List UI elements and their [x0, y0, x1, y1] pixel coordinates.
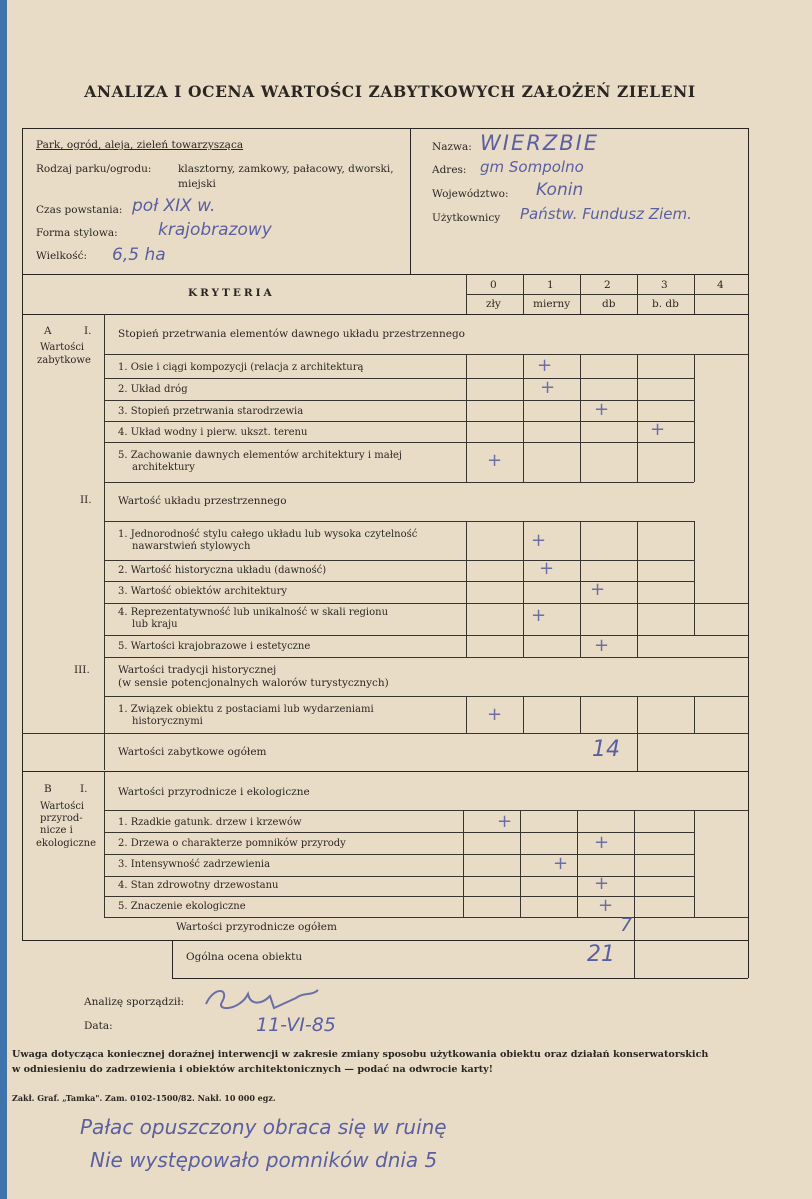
group1-item-1: 1. Osie i ciągi kompozycji (relacja z architekturą: [118, 362, 364, 373]
analysis-label: Analizę sporządził:: [84, 996, 185, 1008]
group2-item-5: 5. Wartości krajobrazowe i estetyczne: [118, 641, 311, 652]
section-b-item-2: 2. Drzewa o charakterze pomników przyrody: [118, 838, 346, 849]
users-value: Państw. Fundusz Ziem.: [520, 205, 692, 223]
kind-options-2: miejski: [178, 178, 216, 190]
group2-item-1: 1. Jednorodność stylu całego układu lub wysoka czytelność: [118, 529, 418, 540]
section-b-item-1: 1. Rzadkie gatunk. drzew i krzewów: [118, 817, 302, 828]
voivodeship-value: Konin: [536, 180, 584, 200]
mark-a2-1: +: [531, 530, 547, 551]
name-label: Nazwa:: [432, 141, 472, 153]
section-a-total-label: Wartości zabytkowe ogółem: [118, 746, 267, 758]
section-b-total-value: 7: [620, 914, 633, 936]
score-2: 2: [604, 279, 611, 291]
score-1: 1: [547, 279, 554, 291]
paper-edge: [0, 0, 7, 1199]
mark-a2-3: +: [590, 579, 606, 600]
mark-a1-5: +: [487, 450, 503, 471]
created-label: Czas powstania:: [36, 204, 123, 216]
size-value: 6,5 ha: [112, 245, 166, 265]
mark-a1-3: +: [594, 399, 610, 420]
kind-label: Rodzaj parku/ogrodu:: [36, 163, 152, 175]
mark-a2-4: +: [531, 605, 547, 626]
name-value: WIERZBIE: [480, 131, 600, 155]
section-b-item-4: 4. Stan zdrowotny drzewostanu: [118, 880, 279, 891]
score-0: 0: [490, 279, 497, 291]
grade-1: mierny: [533, 298, 571, 310]
address-label: Adres:: [432, 164, 467, 176]
section-a-name-2: zabytkowe: [37, 355, 91, 366]
section-b-item-3: 3. Intensywność zadrzewienia: [118, 859, 271, 870]
users-label: Użytkownicy: [432, 212, 501, 224]
created-value: poł XIX w.: [132, 196, 216, 216]
mark-b-5: +: [598, 895, 614, 916]
section-a-name-1: Wartości: [40, 342, 85, 353]
section-b-title: Wartości przyrodnicze i ekologiczne: [118, 786, 310, 798]
group2-item-1b: nawarstwień stylowych: [132, 541, 251, 552]
handwritten-note-1: Pałac opuszczony obraca się w ruinę: [80, 1115, 447, 1139]
mark-a2-5: +: [594, 635, 610, 656]
group3-item-1: 1. Związek obiektu z postaciami lub wydarzeniami: [118, 704, 374, 715]
type-label: Park, ogród, aleja, zieleń towarzysząca: [36, 139, 244, 151]
overall-value: 21: [587, 942, 615, 967]
handwritten-note-2: Nie występowało pomników dnia 5: [90, 1148, 438, 1172]
date-label: Data:: [84, 1020, 113, 1032]
mark-a1-2: +: [540, 377, 556, 398]
group3-roman: III.: [74, 664, 90, 676]
group2-item-4b: lub kraju: [132, 619, 178, 630]
section-b-letter: B: [44, 783, 52, 795]
score-4: 4: [717, 279, 724, 291]
score-3: 3: [661, 279, 668, 291]
mark-b-1: +: [497, 811, 513, 832]
mark-b-2: +: [594, 832, 610, 853]
printer-info: Zakł. Graf. „Tamka". Zam. 0102-1500/82. Nakł. 10 000 egz.: [12, 1093, 276, 1103]
grade-2: db: [602, 298, 616, 310]
mark-a1-1: +: [537, 355, 553, 376]
mark-b-4: +: [594, 873, 610, 894]
section-b-total-label: Wartości przyrodnicze ogółem: [176, 921, 337, 933]
group1-title: Stopień przetrwania elementów dawnego układu przestrzennego: [118, 328, 465, 340]
note-line-1: Uwaga dotycząca koniecznej doraźnej interwencji w zakresie zmiany sposobu użytkowania obiektu oraz działań konserwatorskich: [12, 1049, 709, 1060]
group1-item-2: 2. Układ dróg: [118, 384, 188, 395]
section-a-roman: I.: [84, 325, 92, 337]
size-label: Wielkość:: [36, 250, 88, 262]
style-label: Forma stylowa:: [36, 227, 118, 239]
group1-item-4: 4. Układ wodny i pierw. ukszt. terenu: [118, 427, 308, 438]
group2-item-3: 3. Wartość obiektów architektury: [118, 586, 288, 597]
mark-a1-4: +: [650, 419, 666, 440]
page-title: ANALIZA I OCENA WARTOŚCI ZABYTKOWYCH ZAŁOŻEŃ ZIELENI: [84, 82, 696, 101]
note-line-2: w odniesieniu do zadrzewienia i obiektów architektonicznych — podać na odwrocie karty!: [12, 1064, 493, 1075]
section-a-total-value: 14: [592, 737, 620, 762]
mark-b-3: +: [553, 853, 569, 874]
mark-a2-2: +: [539, 558, 555, 579]
section-b-name-4: ekologiczne: [36, 838, 97, 849]
kind-options-1: klasztorny, zamkowy, pałacowy, dworski,: [178, 163, 394, 175]
overall-label: Ogólna ocena obiektu: [186, 951, 303, 963]
section-b-name-1: Wartości: [40, 801, 85, 812]
group1-item-5: 5. Zachowanie dawnych elementów architektury i małej: [118, 450, 402, 461]
section-b-name-3: nicze i: [40, 825, 73, 836]
group1-item-3: 3. Stopień przetrwania starodrzewia: [118, 406, 304, 417]
group3-item-1b: historycznymi: [132, 716, 203, 727]
group2-item-4: 4. Reprezentatywność lub unikalność w skali regionu: [118, 607, 389, 618]
section-b-item-5: 5. Znaczenie ekologiczne: [118, 901, 246, 912]
group3-title-1: Wartości tradycji historycznej: [118, 664, 277, 676]
criteria-label: KRYTERIA: [188, 287, 275, 299]
section-b-name-2: przyrod-: [40, 813, 83, 824]
grade-0: zły: [486, 298, 501, 310]
signature-icon: [200, 982, 330, 1018]
group2-item-2: 2. Wartość historyczna układu (dawność): [118, 565, 327, 576]
voivodeship-label: Województwo:: [432, 188, 509, 200]
grade-3: b. db: [652, 298, 679, 310]
address-value: gm Sompolno: [480, 158, 584, 176]
group2-roman: II.: [80, 494, 92, 506]
group1-item-5b: architektury: [132, 462, 195, 473]
date-value: 11-VI-85: [256, 1014, 336, 1036]
section-a-letter: A: [44, 325, 52, 337]
mark-a3-1: +: [487, 704, 503, 725]
style-value: krajobrazowy: [158, 220, 272, 240]
group2-title: Wartość układu przestrzennego: [118, 495, 287, 507]
group3-title-2: (w sensie potencjonalnych walorów turystycznych): [118, 677, 389, 689]
section-b-roman: I.: [80, 783, 88, 795]
